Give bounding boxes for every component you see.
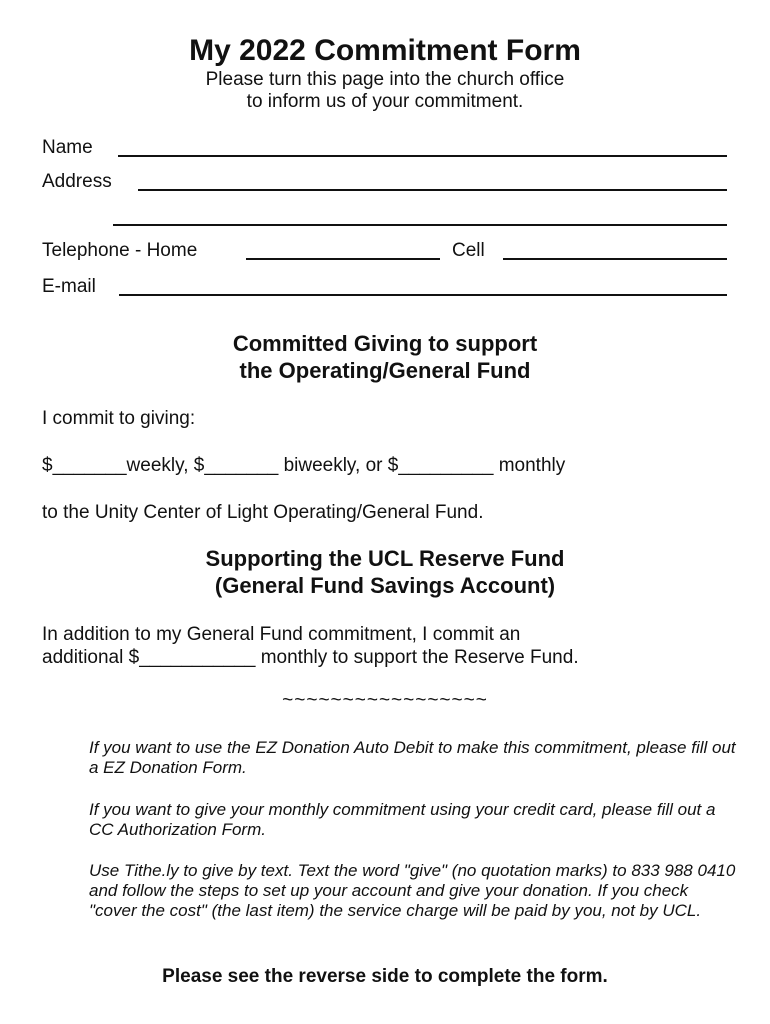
reserve-heading-line-2: (General Fund Savings Account) <box>214 573 556 598</box>
address-field-line-1[interactable] <box>138 189 727 191</box>
reserve-heading-line-1: Supporting the UCL Reserve Fund <box>205 546 565 571</box>
email-field[interactable] <box>119 294 727 296</box>
reserve-line-2[interactable]: additional $___________ monthly to support the Reserve Fund. <box>42 647 579 668</box>
name-label: Name <box>42 137 93 158</box>
credit-card-note: If you want to give your monthly commitment using your credit card, please fill out a CC Authorization Form. <box>89 800 716 839</box>
giving-closing: to the Unity Center of Light Operating/General Fund. <box>42 502 484 523</box>
tithely-note: Use Tithe.ly to give by text. Text the word "give" (no quotation marks) to 833 988 0410 and follow the steps to set up your account and give your donation. If you check "cover the cost" (the last item) the service charge will be paid by you, not by UCL. <box>89 861 736 920</box>
reserve-heading <box>0 545 770 599</box>
address-label: Address <box>42 171 112 192</box>
subtitle <box>0 69 770 113</box>
cell-label: Cell <box>452 240 485 261</box>
subtitle-line-2: to inform us of your commitment. <box>246 91 524 112</box>
giving-heading-line-1: Committed Giving to support <box>232 331 538 356</box>
giving-intro: I commit to giving: <box>42 408 196 429</box>
giving-heading <box>0 330 770 384</box>
form-title: My 2022 Commitment Form <box>189 34 581 67</box>
cell-field[interactable] <box>503 258 727 260</box>
email-label: E-mail <box>42 276 96 297</box>
giving-heading-line-2: the Operating/General Fund <box>239 358 531 383</box>
giving-amounts[interactable]: $_______weekly, $_______ biweekly, or $_________ monthly <box>42 455 566 476</box>
telephone-home-label: Telephone - Home <box>42 240 198 261</box>
reverse-side-notice: Please see the reverse side to complete the form. <box>162 966 608 987</box>
reserve-line-1: In addition to my General Fund commitment, I commit an <box>42 624 521 645</box>
tilde-divider: ~~~~~~~~~~~~~~~~~ <box>282 690 488 711</box>
telephone-home-field[interactable] <box>246 258 440 260</box>
name-field[interactable] <box>118 155 727 157</box>
subtitle-line-1: Please turn this page into the church office <box>205 69 565 90</box>
ez-donation-note: If you want to use the EZ Donation Auto Debit to make this commitment, please fill out a EZ Donation Form. <box>89 738 736 777</box>
address-field-line-2[interactable] <box>113 224 727 226</box>
